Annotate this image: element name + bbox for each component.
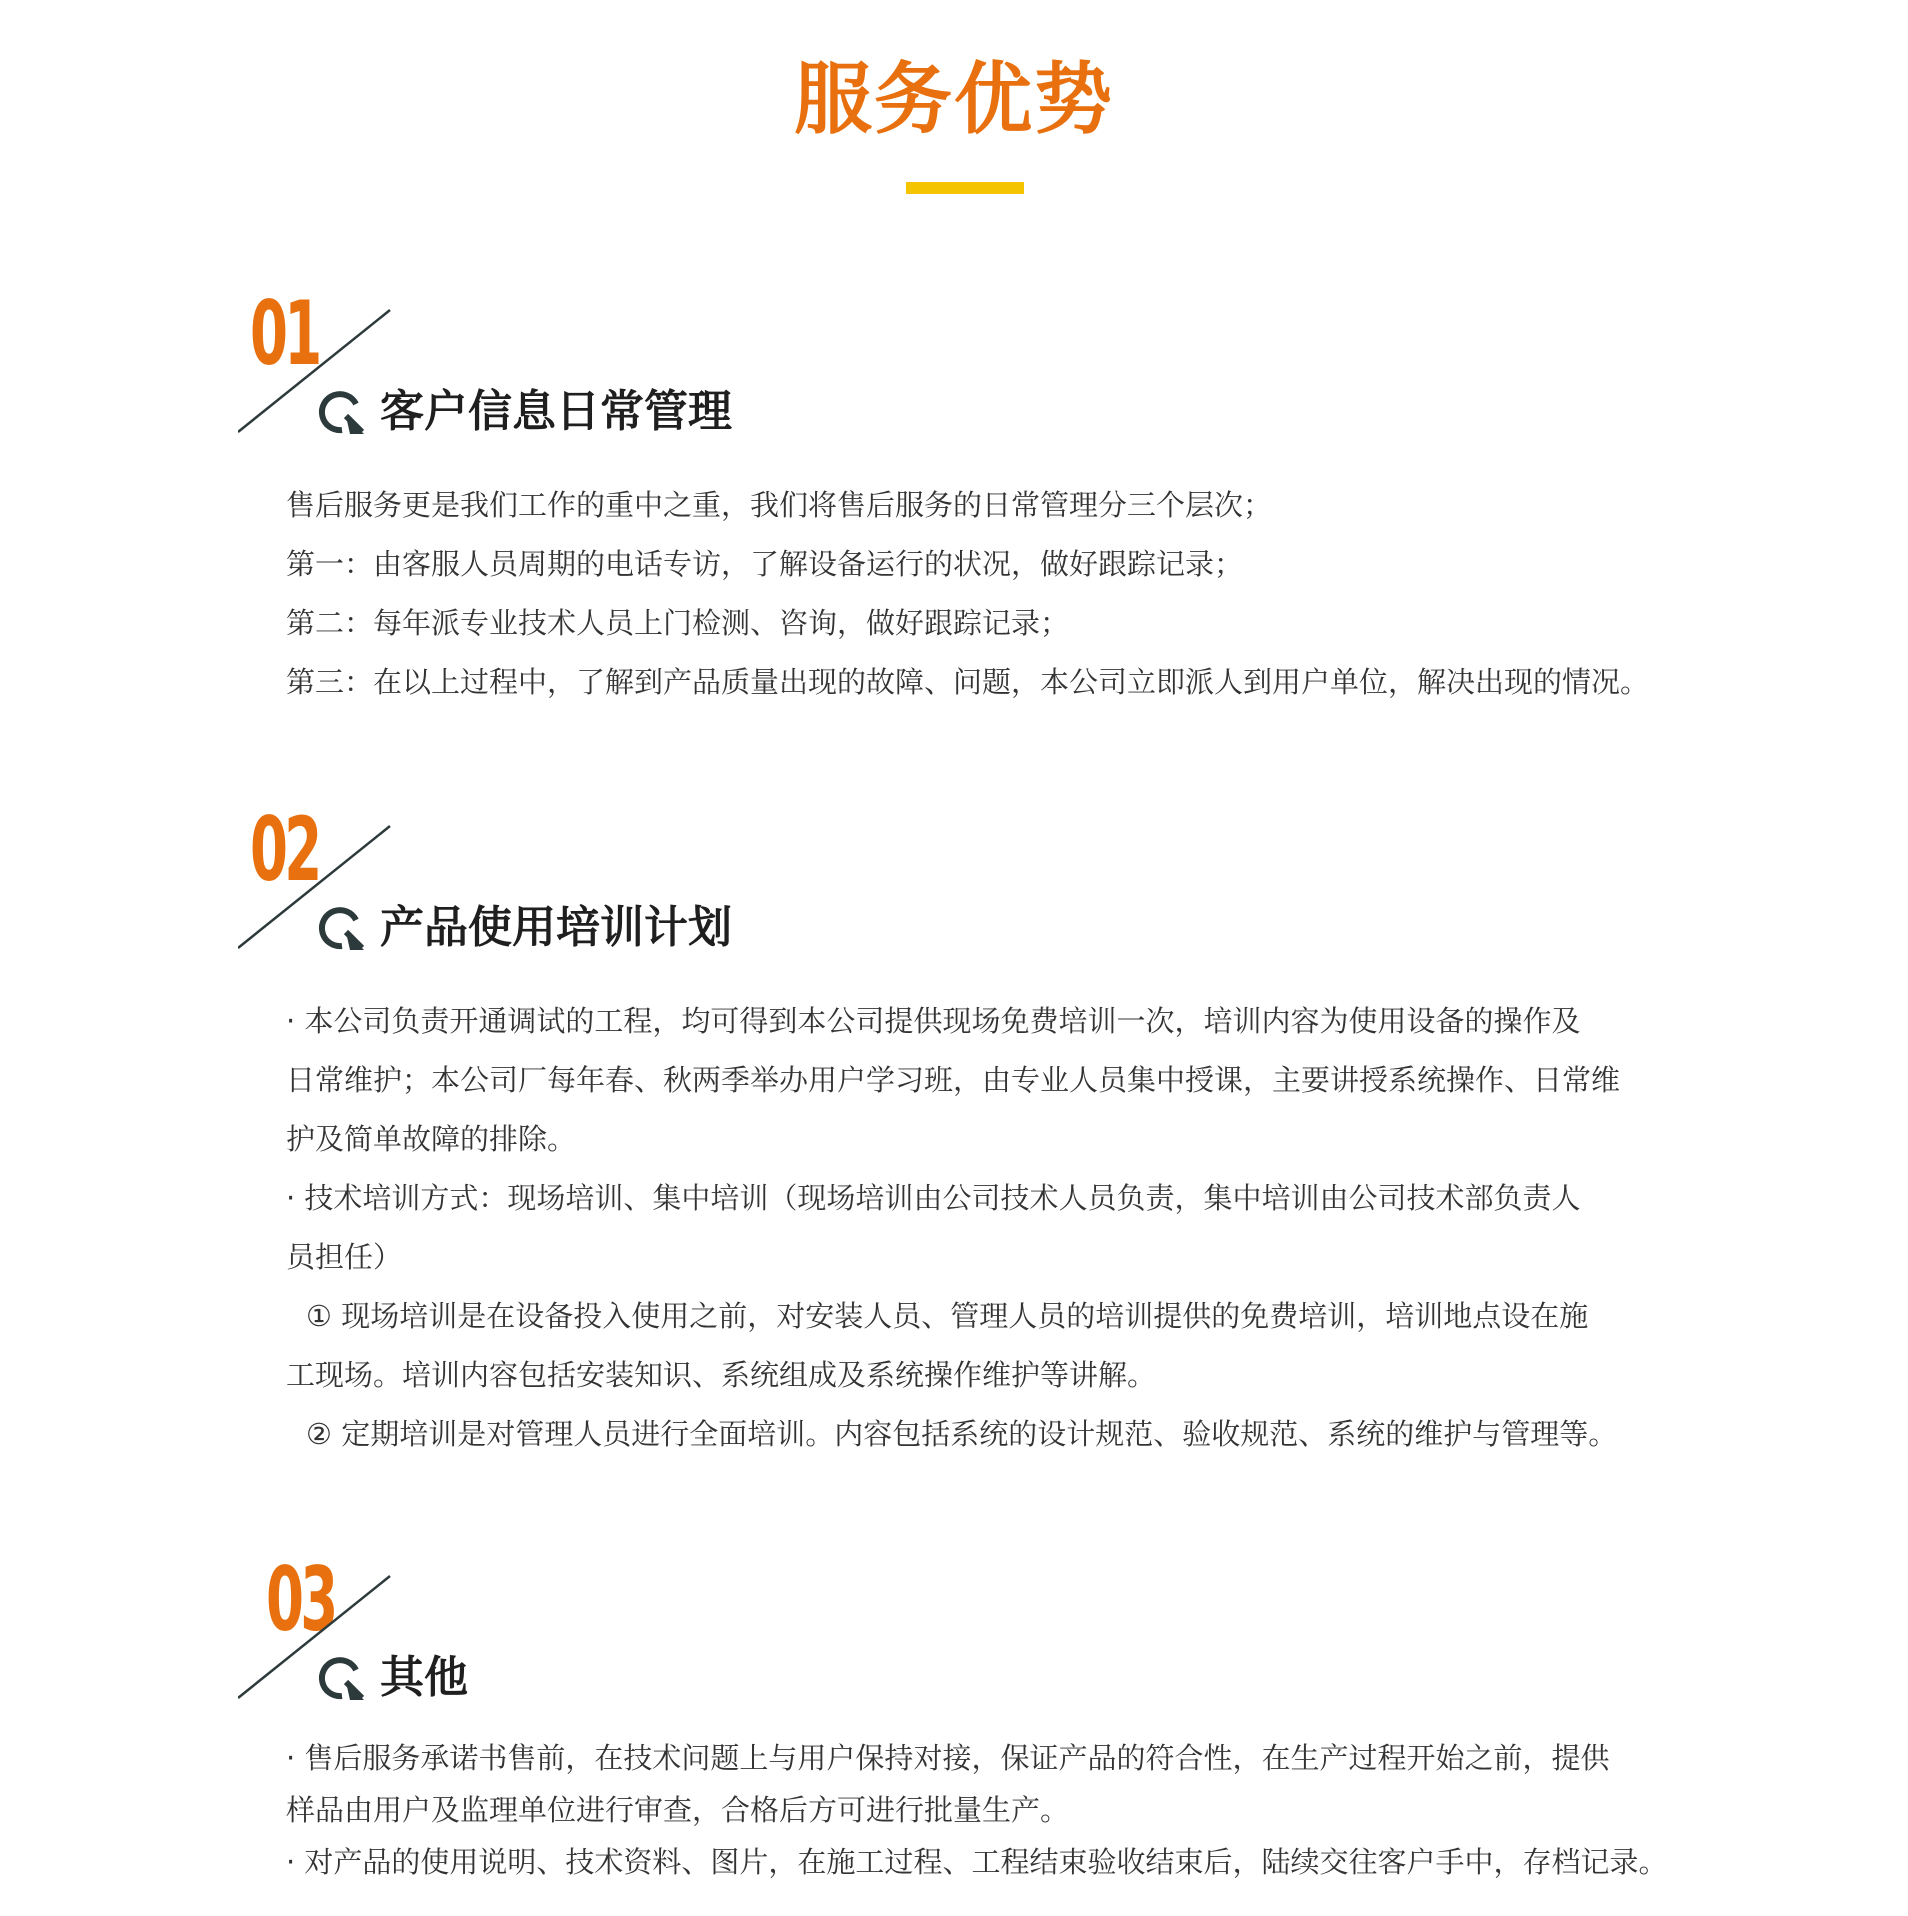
body-line: · 技术培训方式：现场培训、集中培训（现场培训由公司技术人员负责，集中培训由公司技术部负责人 — [286, 1181, 1581, 1215]
body-line: 护及简单故障的排除。 — [286, 1122, 577, 1156]
refresh-arrow-icon — [316, 1652, 368, 1704]
body-line: 日常维护；本公司厂每年春、秋两季举办用户学习班，由专业人员集中授课，主要讲授系统操作、日常维 — [286, 1063, 1621, 1097]
section-number: 02 — [250, 798, 319, 901]
body-line: ① 现场培训是在设备投入使用之前，对安装人员、管理人员的培训提供的免费培训，培训地点设在施 — [306, 1299, 1589, 1333]
section-body — [286, 992, 1706, 1464]
section-body — [286, 1732, 1706, 1888]
body-line: · 对产品的使用说明、技术资料、图片，在施工过程、工程结束验收结束后，陆续交往客户手中，存档记录。 — [286, 1845, 1668, 1879]
refresh-arrow-icon — [316, 902, 368, 954]
body-line: 售后服务更是我们工作的重中之重，我们将售后服务的日常管理分三个层次； — [286, 488, 1273, 522]
section-body — [286, 476, 1706, 712]
body-line: 员担任） — [286, 1240, 403, 1274]
body-line: 样品由用户及监理单位进行审查，合格后方可进行批量生产。 — [286, 1793, 1070, 1827]
body-line: · 本公司负责开通调试的工程，均可得到本公司提供现场免费培训一次，培训内容为使用设备的操作及 — [286, 1004, 1581, 1038]
body-line: 第一：由客服人员周期的电话专访，了解设备运行的状况，做好跟踪记录； — [286, 547, 1244, 581]
section-heading: 其他 — [380, 1652, 468, 1703]
section-heading: 客户信息日常管理 — [380, 386, 732, 437]
body-line: ② 定期培训是对管理人员进行全面培训。内容包括系统的设计规范、验收规范、系统的维护与管理等。 — [306, 1417, 1618, 1451]
body-line: · 售后服务承诺书售前，在技术问题上与用户保持对接，保证产品的符合性，在生产过程开始之前，提供 — [286, 1741, 1610, 1775]
section-heading: 产品使用培训计划 — [380, 902, 732, 953]
section-number: 03 — [266, 1548, 335, 1651]
body-line: 第二：每年派专业技术人员上门检测、咨询，做好跟踪记录； — [286, 606, 1070, 640]
title-underline-bar — [906, 182, 1024, 194]
body-line: 工现场。培训内容包括安装知识、系统组成及系统操作维护等讲解。 — [286, 1358, 1157, 1392]
refresh-arrow-icon — [316, 386, 368, 438]
page-title: 服务优势 — [793, 55, 1114, 145]
section-number: 01 — [250, 282, 319, 385]
body-line: 第三：在以上过程中，了解到产品质量出现的故障、问题，本公司立即派人到用户单位，解决出现的情况。 — [286, 665, 1650, 699]
